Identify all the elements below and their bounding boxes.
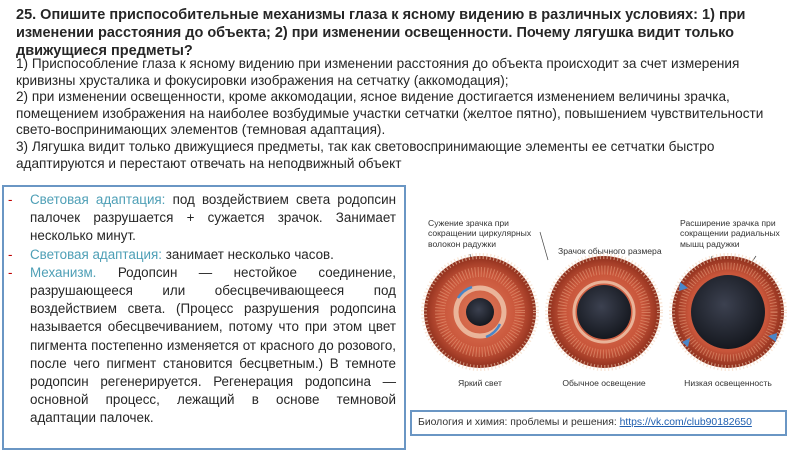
bullet-dash: - [8,264,13,280]
answer-point-3: 3) Лягушка видит только движущиеся предметы, так как световоспринимающие элементы ее сетчатки быстро адаптируются и перестают отвечать на неподвижный объект [16,138,715,171]
pupil-diagram [412,192,807,407]
adaptation-notes-box [2,185,406,450]
note-text: под воздействием света родопсин палочек разрушается + сужается зрачок. Занимает несколько минут. [30,192,396,244]
caption-line: сокращении радиальных [680,228,780,239]
bullet-dash: - [8,246,13,262]
answer-point-1: 1) Приспособление глаза к ясному видению при изменении расстояния до объекта происходит за счет измерения кривизны хрусталика и фокусировки изображения на сетчатку (аккомодация); [16,56,740,88]
note-text: Родопсин — нестойкое соединение, разрушающееся или обесцвечивающееся под воздействием света. (Процесс разрушения родопсина называется обесцвечиванием, потому что при этом цвет пигмента постепенно изменяется от красного до розового, после чего пигмент становится бесцветным.) В темноте родопсин регенерируется. Регенерация родопсина — основной процесс, лежащий в основе темновой адаптации палочек. [30,264,396,426]
note-item [8,191,396,246]
eye-bright-light [424,256,536,368]
caption-line: Расширение зрачка при [680,218,776,228]
eye-low-light [672,256,784,368]
note-text: занимает несколько часов. [161,246,334,262]
label-bright-light: Яркий свет [458,378,502,388]
eye-normal-light [548,256,660,368]
footer-text: Биология и химия: проблемы и решения: [418,417,620,428]
bullet-dash: - [8,192,13,207]
notes-list [4,187,404,428]
vk-link[interactable]: https://vk.com/club90182650 [619,417,752,428]
note-term: Световая адаптация: [30,192,166,207]
note-term: Световая адаптация: [30,246,162,262]
source-footer [410,410,787,436]
answer-block [16,56,796,172]
caption-line: сокращении циркулярных [428,228,532,239]
label-normal-light: Обычное освещение [562,378,646,388]
caption-line: мышц радужки [680,238,740,249]
question-heading: 25. Опишите приспособительные механизмы глаза к ясному видению в различных условиях: 1) при изменении расстояния до объекта; 2) при изменении освещенности. Почему лягушка видит только движущиеся предметы? [16,7,746,59]
note-item [8,264,396,428]
caption-line: Сужение зрачка при [428,218,509,228]
eyes-illustration [412,192,807,407]
caption-line: волокон радужки [428,238,496,249]
note-item [8,246,396,264]
label-low-light: Низкая освещенность [684,378,772,388]
note-term: Механизм. [30,264,97,280]
answer-point-2: 2) при изменении освещенности, кроме аккомодации, ясное видение достигается изменением величины зрачка, помещением изображения на наиболее возбудимые участки сетчатки (желтое пятно), повышением чувствительности свето-воспринимающих элементов (темновая адаптация). [16,89,764,138]
caption-line: Зрачок обычного размера [558,246,662,256]
